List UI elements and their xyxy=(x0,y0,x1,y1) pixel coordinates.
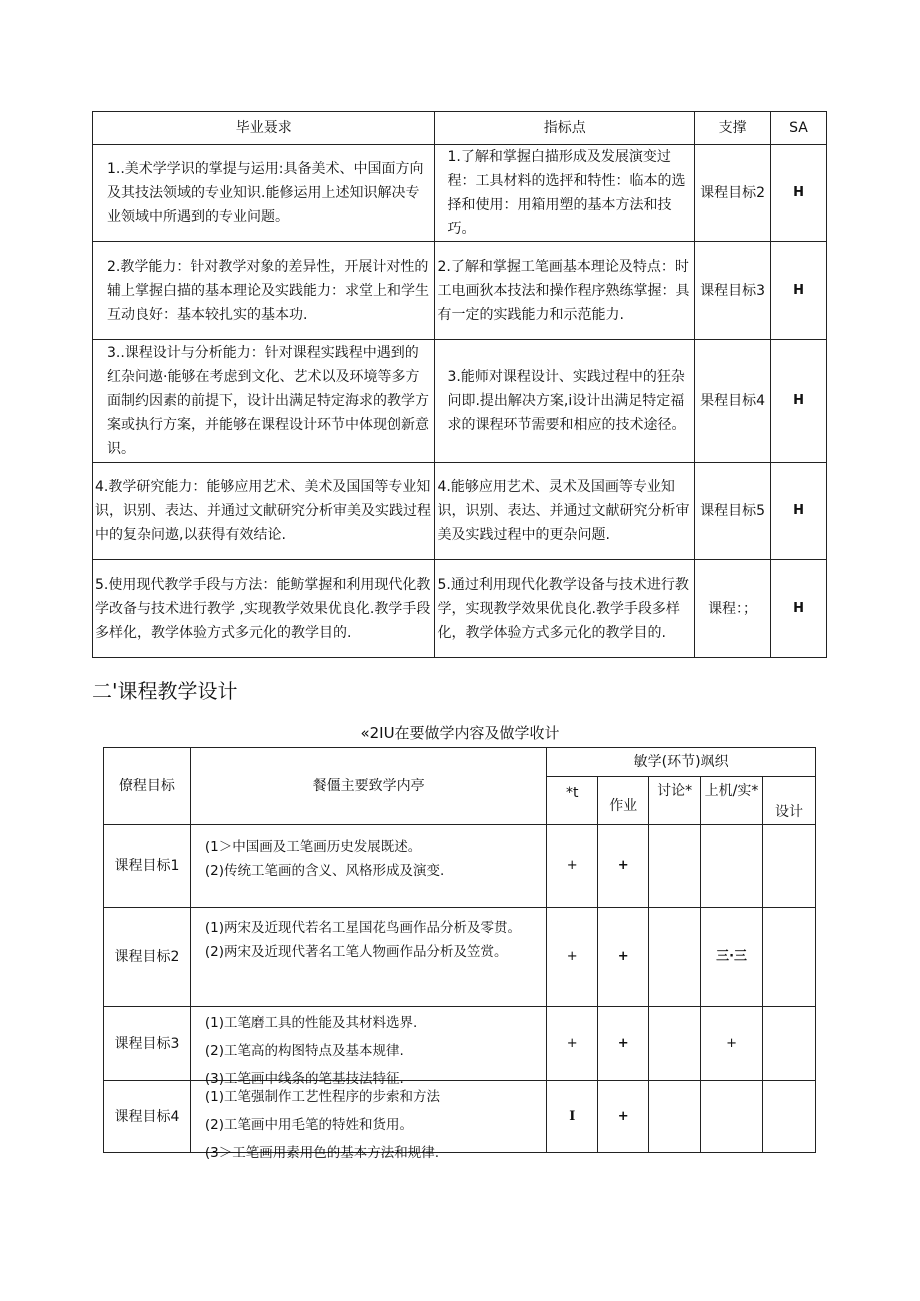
indicator-cell: 4.能够应用艺术、灵术及国画等专业知识，识别、表达、并通过文献研究分析审美及实践过程中的更杂问题. xyxy=(435,463,695,560)
level-cell: H xyxy=(771,463,827,560)
table-row xyxy=(104,1007,816,1081)
header-design: 设计 xyxy=(763,777,816,825)
mark-cell xyxy=(763,1081,816,1153)
table-row xyxy=(104,1081,816,1153)
mark-cell: + xyxy=(598,908,649,1007)
content-item: (2)两宋及近现代著名工笔人物画作品分析及笠赏。 xyxy=(204,944,508,960)
table-caption: «2IU在要做学内容及做学收计 xyxy=(360,724,560,742)
level-cell: H xyxy=(771,560,827,658)
mark-cell xyxy=(649,1081,701,1153)
requirement-cell: 2.教学能力：针对教学对象的差异性，开展计对性的辅上掌握白描的基本理论及实践能力：求堂上和学生互动良好：基本较扎实的基本功. xyxy=(93,242,435,340)
table-row xyxy=(104,908,816,1007)
graduation-requirements-table xyxy=(92,111,827,658)
mark-cell: + xyxy=(598,1007,649,1081)
content-item: (2)工笔画中用毛笔的特姓和货用。 xyxy=(204,1117,413,1133)
mark-cell: + xyxy=(598,1081,649,1153)
table-row xyxy=(104,825,816,908)
support-cell: 课程目标2 xyxy=(695,145,771,242)
mark-cell: 三·三 xyxy=(701,908,763,1007)
mark-cell xyxy=(701,1081,763,1153)
mark-cell: + xyxy=(701,1007,763,1081)
content-item: (1)工笔强制作工艺性程序的步索和方法 xyxy=(204,1089,440,1105)
content-item: (1＞中国画及工笔画历史发展既述。 xyxy=(204,839,422,855)
mark-cell: + xyxy=(598,825,649,908)
content-item: (1)工笔磨工具的性能及其材料选界. xyxy=(204,1015,418,1031)
mark-cell: + xyxy=(547,825,598,908)
header-goal: 僚程目标 xyxy=(104,748,191,825)
level-cell: H xyxy=(771,242,827,340)
header-organization: 敏学(环节)飒织 xyxy=(547,748,816,777)
section-title: 二'课程教学设计 xyxy=(92,679,238,703)
support-cell: 课程目标5 xyxy=(695,463,771,560)
header-lecture: *t xyxy=(547,777,598,825)
support-cell: 课程：； xyxy=(695,560,771,658)
content-item: (3)工笔画中线条的笔基技法特征. xyxy=(204,1071,404,1087)
support-cell: 果程目标4 xyxy=(695,340,771,463)
requirement-cell: 1..美术学学识的掌提与运用:具备美术、中国面方向及其技法领域的专业知识.能修运用上述知识解决专业领域中所遇到的专业问题。 xyxy=(93,145,435,242)
table-row xyxy=(93,242,827,340)
goal-cell: 课程目标3 xyxy=(104,1007,191,1081)
indicator-cell: 3.能师对课程设计、实践过程中的狂杂问即.提出解决方案,i设计出满足特定福求的课程环节需要和相应的技术途径。 xyxy=(435,340,695,463)
content-cell xyxy=(190,908,546,1007)
content-cell xyxy=(190,825,546,908)
mark-cell xyxy=(649,1007,701,1081)
content-item: (3＞工笔画用素用色的基本方法和规律. xyxy=(204,1145,440,1161)
goal-cell: 课程目标4 xyxy=(104,1081,191,1153)
mark-cell xyxy=(763,1007,816,1081)
mark-cell: + xyxy=(547,1007,598,1081)
mark-cell xyxy=(763,825,816,908)
content-cell xyxy=(190,1007,546,1087)
content-cell xyxy=(190,1081,546,1161)
header-support: 支撑 xyxy=(695,112,771,145)
content-item: (2)传统工笔画的含义、风格形成及演变. xyxy=(204,863,445,879)
header-requirement: 毕业聂求 xyxy=(93,112,435,145)
mark-cell: I xyxy=(547,1081,598,1153)
indicator-cell: 5.通过利用现代化教学设备与技术进行教学，实现教学效果优良化.教学手段多样化，教学体验方式多元化的教学目的. xyxy=(435,560,695,658)
requirement-cell: 4.教学研究能力：能够应用艺术、美术及国国等专业知识，识别、表达、并通过文献研究分析审美及实践过程中的复杂问遨,以获得有效结论. xyxy=(93,463,435,560)
header-discussion: 讨论* xyxy=(649,777,701,825)
level-cell: H xyxy=(771,145,827,242)
content-item: (1)两宋及近现代若名工星国花鸟画作品分析及零贯。 xyxy=(204,920,521,936)
table-row xyxy=(93,463,827,560)
content-item: (2)工笔高的构图特点及基本规律. xyxy=(204,1043,404,1059)
level-cell: H xyxy=(771,340,827,463)
table-header-row xyxy=(104,748,816,777)
header-indicator: 指标点 xyxy=(435,112,695,145)
table-row xyxy=(93,560,827,658)
support-cell: 课程目标3 xyxy=(695,242,771,340)
header-content: 餐僵主要致学内亭 xyxy=(190,748,546,825)
header-level: SA xyxy=(771,112,827,145)
requirement-cell: 3..课程设计与分析能力：针对课程实践程中遇到的红杂问遨·能够在考虑到文化、艺术以及环境等多方面制约因素的前提下，设计出满足特定海求的教学方案或执行方案，并能够在课程设计环节中体现创新意识。 xyxy=(93,340,435,463)
mark-cell xyxy=(763,908,816,1007)
mark-cell: + xyxy=(547,908,598,1007)
header-lab: 上机/实* xyxy=(701,777,763,825)
mark-cell xyxy=(649,908,701,1007)
table-row xyxy=(93,340,827,463)
goal-cell: 课程目标2 xyxy=(104,908,191,1007)
goal-cell: 课程目标1 xyxy=(104,825,191,908)
mark-cell xyxy=(649,825,701,908)
indicator-cell: 1.了解和掌握白描形成及发展演变过程：工具材料的选抨和特性：临本的选择和使用：用箱用塑的基本方法和技巧。 xyxy=(435,145,695,242)
mark-cell xyxy=(701,825,763,908)
header-homework: 作业 xyxy=(598,777,649,825)
requirement-cell: 5.使用现代教学手段与方法：能鲂掌握和利用现代化教学改备与技术进行教学 ,实现教学效果优良化.教学手段多样化，教学体验方式多元化的教学目的. xyxy=(93,560,435,658)
table-header-row xyxy=(93,112,827,145)
teaching-design-table xyxy=(103,747,816,1161)
indicator-cell: 2.了解和掌握工笔画基本理论及特点：时工电画狄本技法和操作程序熟练掌握：具有一定的实践能力和示范能力. xyxy=(435,242,695,340)
table-row xyxy=(93,145,827,242)
